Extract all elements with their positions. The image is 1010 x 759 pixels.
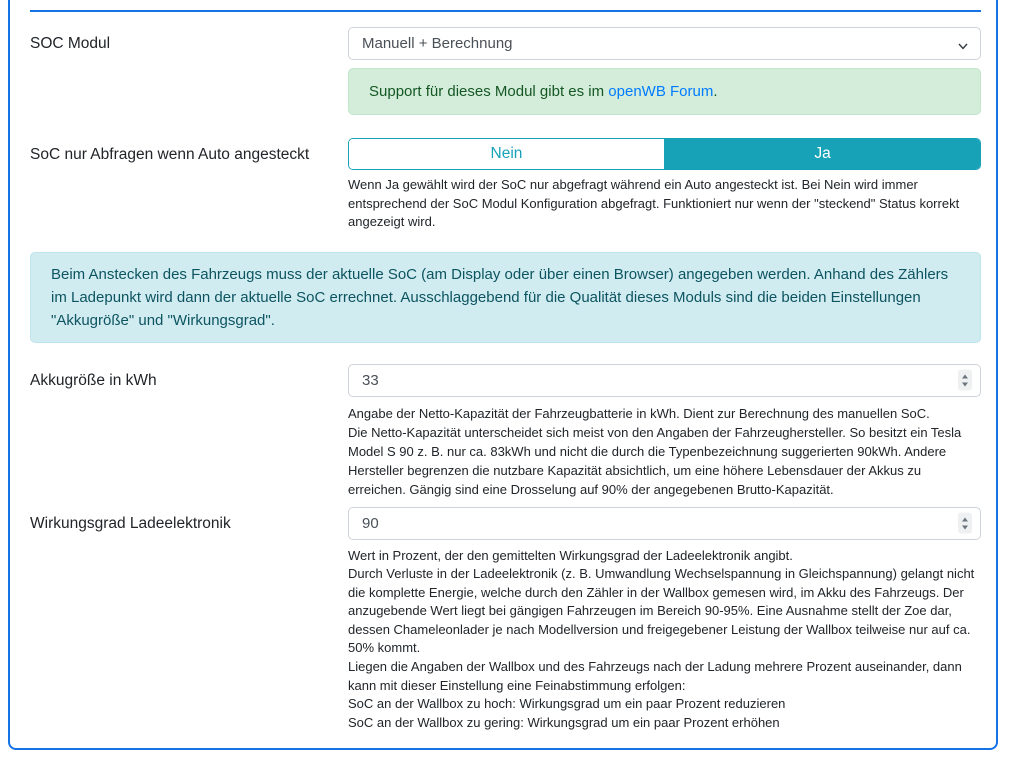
support-alert xyxy=(348,68,981,115)
help-line: Wert in Prozent, der den gemittelten Wirkungsgrad der Ladeelektronik angibt. xyxy=(348,547,793,563)
soc-query-label: SoC nur Abfragen wenn Auto angesteckt xyxy=(30,146,310,163)
help-line: Die Netto-Kapazität unterscheidet sich meist von den Angaben der Fahrzeughersteller. So besitzt ein Tesla Model S 90 z. B. nur ca. 83kWh und nicht die durch die Typenbezeichnung suggerierten 90kWh. Andere Hersteller begrenzen die nutzbare Kapazität absichtlich, um eine höhere Lebensdauer der Akkus zu erreichen. Gängig sind eine Drosselung auf 90% der angegebenen Brutto-Kapazität. xyxy=(348,424,962,497)
spinner-down-icon[interactable] xyxy=(962,382,968,386)
help-line: SoC an der Wallbox zu hoch: Wirkungsgrad um ein paar Prozent reduzieren xyxy=(348,696,786,712)
efficiency-help-text xyxy=(348,547,981,733)
spinner-down-icon[interactable] xyxy=(962,525,968,529)
chevron-down-icon xyxy=(957,39,969,56)
battery-size-row xyxy=(30,364,981,499)
spinner-up-icon[interactable] xyxy=(962,517,968,521)
soc-query-help-text: Wenn Ja gewählt wird der SoC nur abgefragt während ein Auto angesteckt ist. Bei Nein wird immer entsprechend der SoC Modul Konfiguration abgefragt. Funktioniert nur wenn der "steckend" Status korrekt angezeigt wird. xyxy=(348,177,960,229)
soc-query-row xyxy=(30,138,981,232)
battery-size-help-text xyxy=(348,404,981,499)
support-alert-text-end: . xyxy=(713,83,718,100)
toggle-ja-button[interactable]: Ja xyxy=(665,139,980,169)
soc-query-toggle-group xyxy=(348,138,981,170)
section-divider xyxy=(30,10,981,12)
toggle-nein-button[interactable]: Nein xyxy=(349,139,665,169)
soc-settings-card xyxy=(8,0,998,750)
soc-module-selected-value: Manuell + Berechnung xyxy=(362,35,513,52)
efficiency-label: Wirkungsgrad Ladeelektronik xyxy=(30,514,231,532)
help-line: SoC an der Wallbox zu gering: Wirkungsgrad um ein paar Prozent erhöhen xyxy=(348,714,780,730)
help-line: Liegen die Angaben der Wallbox und des Fahrzeugs nach der Ladung mehrere Prozent auseinander, dann kann mit dieser Einstellung eine Feinabstimmung erfolgen: xyxy=(348,659,962,693)
efficiency-row xyxy=(30,507,981,733)
spinner-up-icon[interactable] xyxy=(962,374,968,378)
soc-module-label: SOC Modul xyxy=(30,35,111,52)
soc-module-row xyxy=(30,27,981,115)
battery-size-label: Akkugröße in kWh xyxy=(30,371,157,389)
openwb-forum-link[interactable]: openWB Forum xyxy=(608,83,714,100)
support-alert-text: Support für dieses Modul gibt es im xyxy=(369,83,609,100)
help-line: Angabe der Netto-Kapazität der Fahrzeugbatterie in kWh. Dient zur Berechnung des manuellen SoC. xyxy=(348,405,930,421)
number-spinner[interactable] xyxy=(958,370,972,391)
efficiency-input[interactable] xyxy=(348,507,981,540)
number-spinner[interactable] xyxy=(958,513,972,534)
soc-module-select[interactable] xyxy=(348,27,981,60)
help-line: Durch Verluste in der Ladeelektronik (z. B. Umwandlung Wechselspannung in Gleichspannung) gelangt nicht die komplette Energie, welche durch den Zähler in der Wallbox gemesen wird, im Akku des Fahrzeugs. Der anzugebende Wert liegt bei gängigen Fahrzeugen im Bereich 90-95%. Eine Ausnahme stellt der Zoe dar, dessen Chameleonlader je nach Modellversion und freigegebener Leistung der Wallbox teilweise nur auf ca. 50% kommt. xyxy=(348,566,975,656)
battery-size-input[interactable] xyxy=(348,364,981,397)
module-info-alert: Beim Anstecken des Fahrzeugs muss der aktuelle SoC (am Display oder über einen Browser) angegeben werden. Anhand des Zählers im Ladepunkt wird dann der aktuelle SoC errechnet. Ausschlaggebend für die Qualität dieses Moduls sind die beiden Einstellungen "Akkugröße" und "Wirkungsgrad". xyxy=(30,252,981,343)
